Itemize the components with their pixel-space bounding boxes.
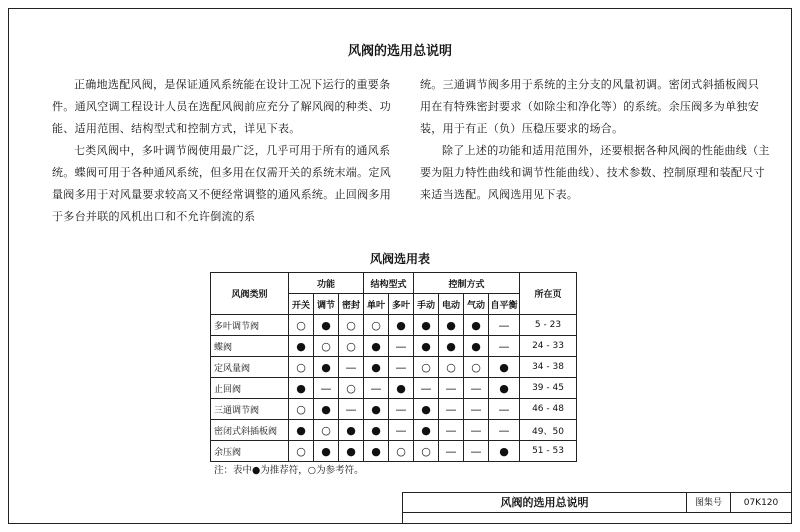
table-cell: ● — [489, 441, 520, 462]
paragraph: 除了上述的功能和适用范围外，还要根据各种风阀的性能曲线（主要为阻力特性曲线和调节性能曲线）、技术参数、控制原理和装配尺寸来适当选配。风阀选用见下表。 — [420, 144, 770, 201]
table-cell: ● — [414, 420, 439, 441]
row-page: 49、50 — [520, 420, 577, 441]
table-cell: ● — [364, 441, 389, 462]
table-cell: — — [464, 378, 489, 399]
table-row — [211, 399, 577, 420]
table-cell: ● — [314, 399, 339, 420]
table-cell: ● — [414, 399, 439, 420]
row-page: 46 - 48 — [520, 399, 577, 420]
table-row — [211, 315, 577, 336]
text-column-left — [52, 74, 392, 228]
table-cell: ● — [314, 315, 339, 336]
table-cell: — — [339, 399, 364, 420]
table-cell: — — [389, 357, 414, 378]
paragraph: 统。三通调节阀多用于系统的主分支的风量初调。密闭式斜插板阀只用在有特殊密封要求（如除尘和净化等）的系统。余压阀多为单独安装，用于有正（负）压稳压要求的场合。 — [420, 78, 759, 135]
table-cell: ○ — [414, 441, 439, 462]
table-cell: — — [439, 441, 464, 462]
table-cell: — — [414, 378, 439, 399]
row-name: 止回阀 — [211, 378, 289, 399]
atlas-number: 07K120 — [731, 493, 791, 513]
table-row — [211, 336, 577, 357]
table-row — [211, 357, 577, 378]
table-cell: — — [489, 315, 520, 336]
paragraph: 七类风阀中，多叶调节阀使用最广泛，几乎可用于所有的通风系统。蝶阀可用于各种通风系统，但多用在仅需开关的系统末端。定风量阀多用于对风量要求较高又不便经常调整的通风系统。止回阀多用于多台并联的风机出口和不允许倒流的系 — [52, 144, 391, 223]
row-name: 密闭式斜插板阀 — [211, 420, 289, 441]
header-function: 功能 — [289, 273, 364, 294]
row-name: 定风量阀 — [211, 357, 289, 378]
table-cell: — — [464, 420, 489, 441]
table-cell: — — [464, 441, 489, 462]
row-page: 34 - 38 — [520, 357, 577, 378]
table-cell: — — [339, 357, 364, 378]
table-cell: ● — [314, 357, 339, 378]
table-cell: ● — [489, 357, 520, 378]
table-cell: ● — [364, 399, 389, 420]
table-cell: — — [489, 336, 520, 357]
table-row — [211, 420, 577, 441]
table-cell: — — [439, 420, 464, 441]
table-row — [211, 378, 577, 399]
header-sub: 气动 — [464, 294, 489, 315]
header-sub: 自平衡 — [489, 294, 520, 315]
table-cell: ○ — [464, 357, 489, 378]
row-page: 24 - 33 — [520, 336, 577, 357]
table-cell: ● — [289, 378, 314, 399]
table-cell: — — [489, 420, 520, 441]
table-note: 注：表中●为推荐符，○为参考符。 — [214, 465, 364, 476]
table-cell: ● — [464, 336, 489, 357]
header-sub: 单叶 — [364, 294, 389, 315]
row-name: 蝶阀 — [211, 336, 289, 357]
table-cell: ○ — [339, 315, 364, 336]
table-cell: ● — [289, 336, 314, 357]
table-cell: ○ — [389, 441, 414, 462]
table-cell: — — [389, 336, 414, 357]
table-cell: ● — [464, 315, 489, 336]
table-cell: ○ — [339, 378, 364, 399]
table-cell: — — [464, 399, 489, 420]
table-cell: ● — [289, 420, 314, 441]
table-cell: ○ — [339, 336, 364, 357]
table-cell: ● — [414, 336, 439, 357]
table-cell: ○ — [289, 357, 314, 378]
table-cell: ● — [364, 420, 389, 441]
table-cell: ● — [414, 315, 439, 336]
table-cell: ○ — [289, 315, 314, 336]
header-control: 控制方式 — [414, 273, 520, 294]
row-name: 余压阀 — [211, 441, 289, 462]
table-cell: ○ — [314, 420, 339, 441]
row-page: 39 - 45 — [520, 378, 577, 399]
table-cell: ○ — [439, 357, 464, 378]
table-cell: ● — [389, 315, 414, 336]
header-sub: 手动 — [414, 294, 439, 315]
header-sub: 密封 — [339, 294, 364, 315]
atlas-label: 图集号 — [687, 493, 731, 513]
title-block-title: 风阀的选用总说明 — [403, 493, 687, 513]
table-cell: — — [439, 399, 464, 420]
table-cell: ● — [339, 441, 364, 462]
table-cell: ○ — [364, 315, 389, 336]
table-cell: ● — [489, 378, 520, 399]
table-cell: ○ — [289, 441, 314, 462]
table-cell: ● — [339, 420, 364, 441]
table-cell: ● — [314, 441, 339, 462]
row-name: 多叶调节阀 — [211, 315, 289, 336]
row-page: 5 - 23 — [520, 315, 577, 336]
header-structure: 结构型式 — [364, 273, 414, 294]
table-cell: — — [314, 378, 339, 399]
table-cell: ● — [364, 336, 389, 357]
row-name: 三通调节阀 — [211, 399, 289, 420]
table-cell: — — [389, 420, 414, 441]
table-cell: ○ — [289, 399, 314, 420]
title-block — [402, 492, 792, 524]
text-column-right — [420, 74, 770, 206]
header-sub: 多叶 — [389, 294, 414, 315]
header-sub: 电动 — [439, 294, 464, 315]
table-cell: — — [364, 378, 389, 399]
table-cell: ○ — [314, 336, 339, 357]
table-cell: — — [389, 399, 414, 420]
header-page: 所在页 — [520, 273, 577, 315]
table-cell: ● — [389, 378, 414, 399]
table-row — [211, 441, 577, 462]
paragraph: 正确地选配风阀，是保证通风系统能在设计工况下运行的重要条件。通风空调工程设计人员在选配风阀前应充分了解风阀的种类、功能、适用范围、结构型式和控制方式，详见下表。 — [52, 78, 391, 135]
table-cell: ● — [439, 336, 464, 357]
table-cell: — — [489, 399, 520, 420]
table-title: 风阀选用表 — [369, 252, 430, 266]
table-cell: ● — [364, 357, 389, 378]
table-cell: ○ — [414, 357, 439, 378]
header-sub: 开关 — [289, 294, 314, 315]
table-cell: ● — [439, 315, 464, 336]
page-title: 风阀的选用总说明 — [347, 44, 452, 59]
selection-table — [210, 272, 577, 462]
header-type: 风阀类别 — [211, 273, 289, 315]
row-page: 51 - 53 — [520, 441, 577, 462]
table-cell: — — [439, 378, 464, 399]
header-sub: 调节 — [314, 294, 339, 315]
